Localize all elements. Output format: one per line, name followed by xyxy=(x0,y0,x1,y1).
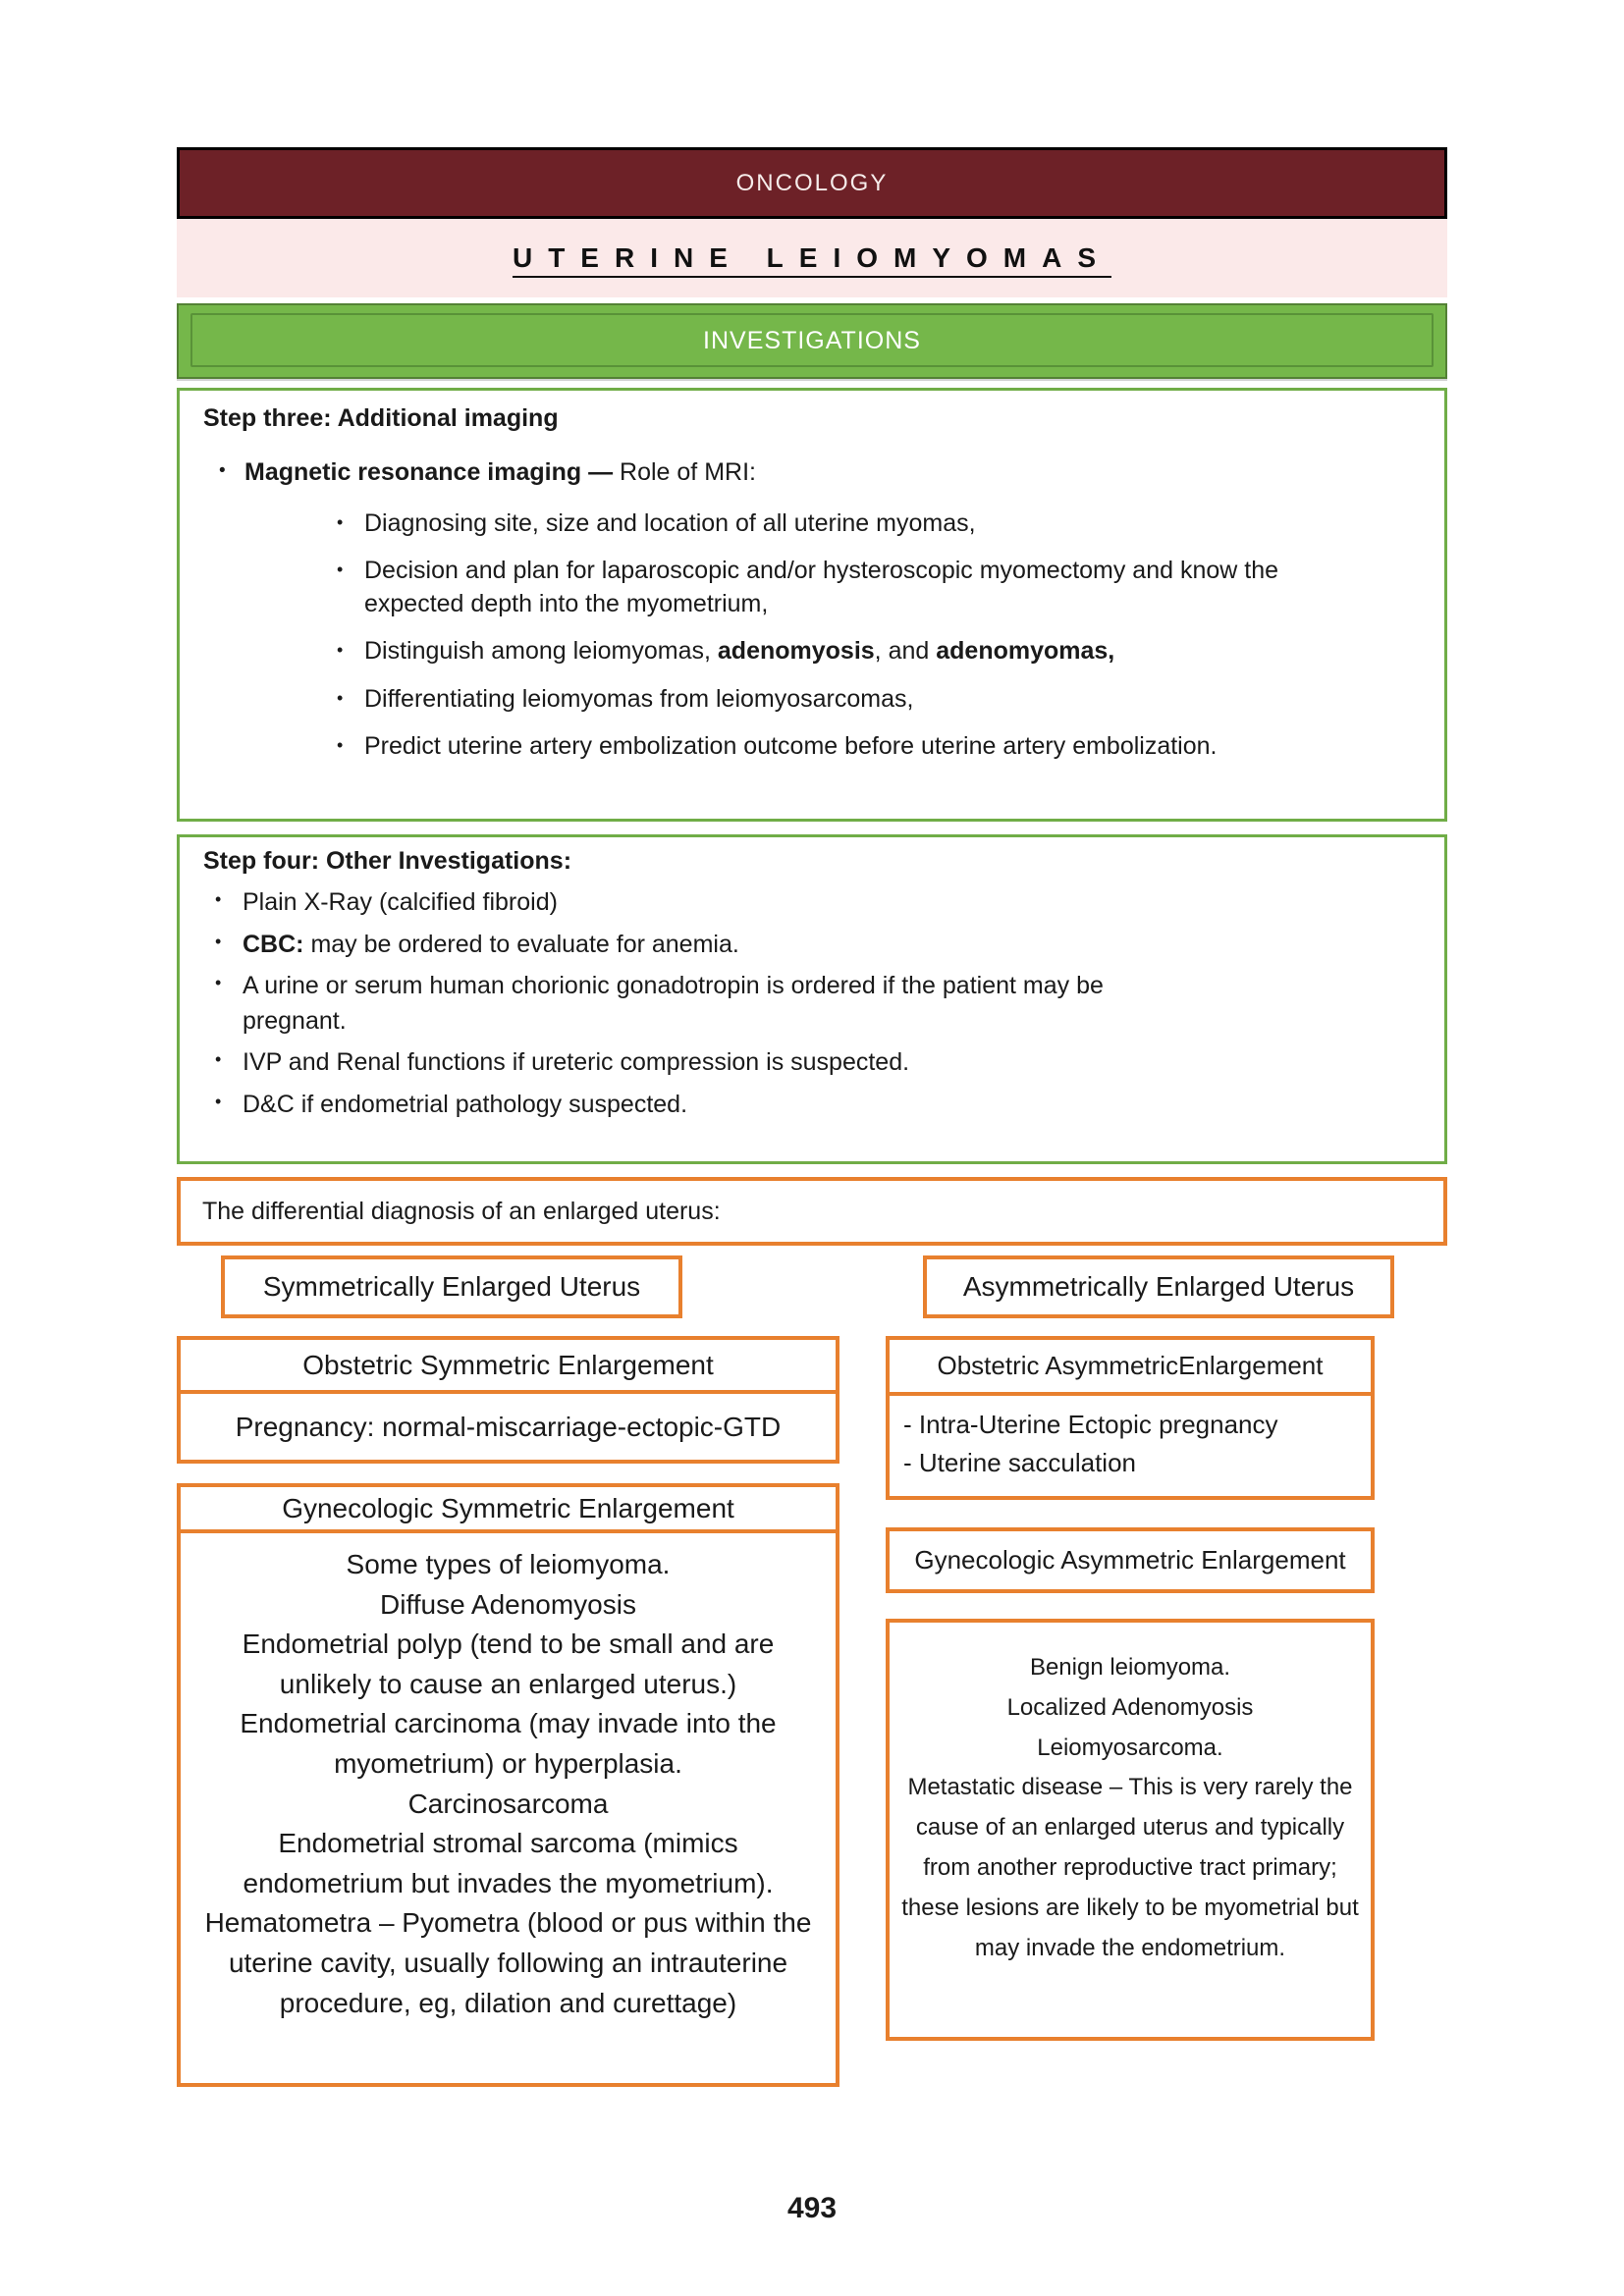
bullet-item: • A urine or serum human chorionic gonadotropin is ordered if the patient may be pregnant. xyxy=(203,969,1185,1039)
line-item: Endometrial carcinoma (may invade into the myometrium) or hyperplasia. xyxy=(240,1708,777,1779)
obstetric-asymmetric-header: Obstetric AsymmetricEnlargement xyxy=(890,1340,1371,1396)
section-header-bar xyxy=(177,303,1447,379)
obstetric-asymmetric-content xyxy=(890,1396,1371,1496)
bullet-item: • Distinguish among leiomyomas, adenomyosis, and adenomyomas, xyxy=(325,635,1317,668)
line-item: Carcinosarcoma xyxy=(407,1788,609,1819)
obstetric-symmetric-content: Pregnancy: normal-miscarriage-ectopic-GTD xyxy=(235,1411,782,1442)
line-item: - Uterine sacculation xyxy=(903,1448,1136,1477)
mri-sub-bullet-list xyxy=(244,507,1419,764)
bullet-item: • Plain X-Ray (calcified fibroid) xyxy=(203,885,1185,921)
line-item: Diffuse Adenomyosis xyxy=(380,1588,636,1620)
gynecologic-asymmetric-header-box: Gynecologic Asymmetric Enlargement xyxy=(886,1527,1375,1593)
gynecologic-symmetric-header: Gynecologic Symmetric Enlargement xyxy=(181,1487,836,1533)
mri-bullet-list xyxy=(203,456,1419,764)
bullet-item: • IVP and Renal functions if ureteric compression is suspected. xyxy=(203,1045,1185,1081)
line-item: Metastatic disease – This is very rarely the cause of an enlarged uterus and typically from another reproductive tract primary; these lesions are likely to be myometrial but may invade the endometrium. xyxy=(901,1774,1359,1961)
gynecologic-symmetric-box xyxy=(177,1483,839,2087)
mri-bold-text: Magnetic resonance imaging — xyxy=(244,458,614,486)
bullet-item: • CBC: may be ordered to evaluate for anemia. xyxy=(203,928,1185,963)
step-three-box xyxy=(177,388,1447,822)
step-four-bullet-list xyxy=(203,885,1419,1122)
line-item: Benign leiomyoma. xyxy=(1029,1654,1231,1681)
category-header-bar xyxy=(177,147,1447,219)
obstetric-symmetric-header: Obstetric Symmetric Enlargement xyxy=(181,1340,836,1394)
step-four-box xyxy=(177,834,1447,1164)
differential-intro-text: The differential diagnosis of an enlarged uterus: xyxy=(202,1197,721,1225)
bullet-item: • D&C if endometrial pathology suspected. xyxy=(203,1088,1185,1123)
asymmetric-title-box: Asymmetrically Enlarged Uterus xyxy=(923,1255,1394,1318)
bullet-item: • Decision and plan for laparoscopic and/or hysteroscopic myomectomy and know the expected depth into the myometrium, xyxy=(325,555,1317,620)
line-item: Some types of leiomyoma. xyxy=(346,1549,671,1579)
symmetric-title-box: Symmetrically Enlarged Uterus xyxy=(221,1255,682,1318)
mri-bullet-item xyxy=(203,456,1419,764)
step-three-heading: Step three: Additional imaging xyxy=(203,404,559,432)
differential-columns xyxy=(177,1255,1447,2087)
category-label: ONCOLOGY xyxy=(735,169,889,196)
section-label: INVESTIGATIONS xyxy=(703,327,921,354)
mri-regular-text: Role of MRI: xyxy=(613,458,756,486)
step-four-heading: Step four: Other Investigations: xyxy=(203,847,572,875)
bullet-item: • Differentiating leiomyomas from leiomyosarcomas, xyxy=(325,683,1317,717)
line-item: Hematometra – Pyometra (blood or pus within the uterine cavity, usually following an intrauterine procedure, eg, dilation and curettage) xyxy=(204,1907,812,2018)
line-item: Localized Adenomyosis xyxy=(1006,1693,1254,1721)
bullet-item: • Diagnosing site, size and location of all uterine myomas, xyxy=(325,507,1317,541)
page-content xyxy=(177,147,1447,2087)
line-item: Endometrial stromal sarcoma (mimics endometrium but invades the myometrium). xyxy=(243,1828,774,1898)
column-gap xyxy=(839,1255,886,2087)
bullet-item: • Predict uterine artery embolization outcome before uterine artery embolization. xyxy=(325,730,1317,764)
page-number: 493 xyxy=(786,2192,838,2224)
title-band xyxy=(177,219,1447,297)
line-item: Leiomyosarcoma. xyxy=(1037,1734,1223,1761)
gynecologic-asymmetric-content-box xyxy=(886,1619,1375,2041)
symmetric-column xyxy=(177,1255,839,2087)
obstetric-asymmetric-box xyxy=(886,1336,1375,1500)
gynecologic-symmetric-content xyxy=(181,1533,836,2083)
differential-intro-box xyxy=(177,1177,1447,1246)
obstetric-symmetric-box xyxy=(177,1336,839,1464)
page-title: UTERINE LEIOMYOMAS xyxy=(512,242,1111,273)
line-item: Endometrial polyp (tend to be small and are unlikely to cause an enlarged uterus.) xyxy=(242,1629,775,1699)
line-item: - Intra-Uterine Ectopic pregnancy xyxy=(903,1410,1278,1439)
asymmetric-column xyxy=(886,1255,1375,2087)
